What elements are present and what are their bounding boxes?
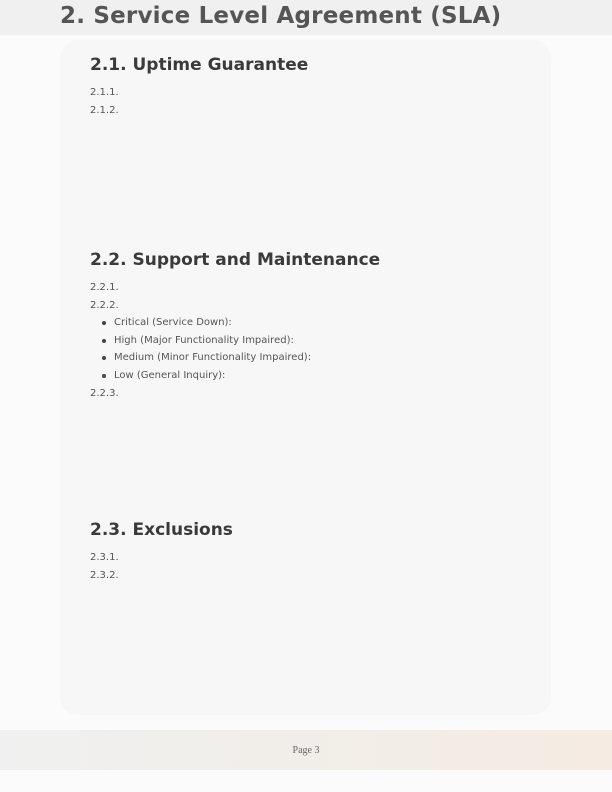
section-heading: 2.1. Uptime Guarantee bbox=[90, 55, 309, 75]
page-number: Page 3 bbox=[292, 744, 320, 756]
priority-item-critical: Critical (Service Down): bbox=[114, 314, 380, 332]
clause-number: 2.2.3. bbox=[90, 387, 119, 399]
clause-number: 2.1.1. bbox=[90, 87, 119, 98]
content-card bbox=[60, 40, 551, 715]
section-heading: 2.2. Support and Maintenance bbox=[90, 250, 381, 270]
section-support-maintenance bbox=[90, 250, 380, 402]
priority-item-medium: Medium (Minor Functionality Impaired): bbox=[114, 349, 380, 367]
section-heading: 2.3. Exclusions bbox=[90, 520, 233, 540]
priority-item-high: High (Major Functionality Impaired): bbox=[114, 332, 380, 350]
clause-number: 2.3.2. bbox=[90, 569, 119, 581]
priority-list bbox=[90, 314, 380, 384]
clause-number: 2.1.2. bbox=[90, 104, 119, 116]
clause-number: 2.2.2. bbox=[90, 299, 119, 311]
clause-number: 2.2.1. bbox=[90, 282, 119, 293]
section-exclusions bbox=[90, 520, 233, 584]
priority-item-low: Low (General Inquiry): bbox=[114, 367, 380, 385]
document-title: 2. Service Level Agreement (SLA) bbox=[60, 3, 502, 29]
section-uptime-guarantee bbox=[90, 55, 308, 119]
clause-number: 2.3.1. bbox=[90, 552, 119, 563]
page-footer bbox=[0, 730, 612, 770]
